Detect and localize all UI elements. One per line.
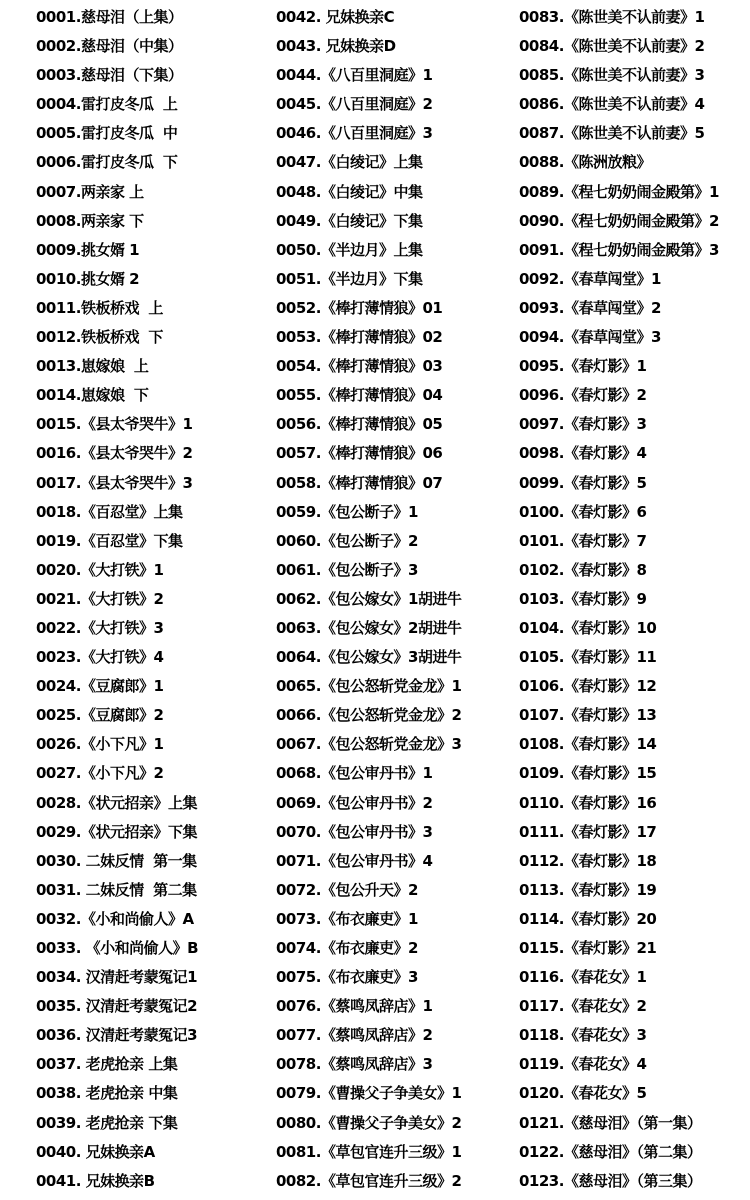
list-item: 0036. 汉清赶考蒙冤记3: [36, 1026, 198, 1045]
list-item: 0060.《包公断子》2: [276, 531, 418, 550]
list-item: 0028.《状元招亲》上集: [36, 793, 197, 812]
list-item: 0104.《春灯影》10: [519, 618, 657, 637]
list-item: 0058.《棒打薄情狼》07: [276, 473, 443, 492]
list-item: 0085.《陈世美不认前妻》3: [519, 66, 705, 85]
list-item: 0020.《大打铁》1: [36, 560, 164, 579]
list-item: 0113.《春灯影》19: [519, 880, 657, 899]
list-item: 0011.铁板桥戏 上: [36, 298, 163, 317]
list-item: 0105.《春灯影》11: [519, 648, 657, 667]
list-item: 0025.《豆腐郎》2: [36, 706, 164, 725]
list-item: 0088.《陈洲放粮》: [519, 153, 651, 172]
list-item: 0120.《春花女》5: [519, 1084, 647, 1103]
list-item: 0002.慈母泪（中集）: [36, 37, 183, 56]
list-item: 0077.《蔡鸣凤辞店》2: [276, 1026, 433, 1045]
list-item: 0112.《春灯影》18: [519, 851, 657, 870]
list-item: 0022.《大打铁》3: [36, 618, 164, 637]
list-item: 0032.《小和尚偷人》A: [36, 909, 194, 928]
list-item: 0099.《春灯影》5: [519, 473, 647, 492]
list-item: 0047.《白绫记》上集: [276, 153, 423, 172]
list-item: 0069.《包公审丹书》2: [276, 793, 433, 812]
list-item: 0034. 汉清赶考蒙冤记1: [36, 968, 198, 987]
list-item: 0045.《八百里洞庭》2: [276, 95, 433, 114]
list-item: 0030. 二妹反情 第一集: [36, 851, 197, 870]
list-item: 0080.《曹操父子争美女》2: [276, 1113, 462, 1132]
list-item: 0123.《慈母泪》（第三集）: [519, 1171, 702, 1190]
episode-column-3: [519, 3, 750, 1196]
list-item: 0056.《棒打薄情狼》05: [276, 415, 443, 434]
list-item: 0051.《半边月》下集: [276, 269, 423, 288]
list-item: 0006.雷打皮冬瓜 下: [36, 153, 178, 172]
list-item: 0042. 兄妹换亲C: [276, 8, 395, 26]
list-item: 0100.《春灯影》6: [519, 502, 647, 521]
list-item: 0114.《春灯影》20: [519, 909, 657, 928]
list-item: 0009.挑女婿 1: [36, 240, 140, 259]
list-item: 0068.《包公审丹书》1: [276, 764, 433, 783]
list-item: 0098.《春灯影》4: [519, 444, 647, 463]
list-item: 0053.《棒打薄情狼》02: [276, 328, 443, 347]
episode-column-2: [276, 3, 516, 1196]
list-item: 0081.《草包官连升三级》1: [276, 1142, 462, 1161]
list-item: 0072.《包公升天》2: [276, 880, 418, 899]
list-item: 0096.《春灯影》2: [519, 386, 647, 405]
list-item: 0063.《包公嫁女》2胡进牛: [276, 618, 462, 637]
list-item: 0109.《春灯影》15: [519, 764, 657, 783]
list-item: 0110.《春灯影》16: [519, 793, 657, 812]
list-item: 0013.崽嫁娘 上: [36, 357, 149, 376]
list-item: 0049.《白绫记》下集: [276, 211, 423, 230]
list-item: 0021.《大打铁》2: [36, 589, 164, 608]
list-item: 0061.《包公断子》3: [276, 560, 418, 579]
list-item: 0121.《慈母泪》（第一集）: [519, 1113, 702, 1132]
list-item: 0117.《春花女》2: [519, 997, 647, 1016]
list-item: 0091.《程七奶奶闹金殿第》3: [519, 240, 719, 259]
list-item: 0090.《程七奶奶闹金殿第》2: [519, 211, 719, 230]
list-item: 0008.两亲家 下: [36, 211, 144, 230]
list-item: 0065.《包公怒斩党金龙》1: [276, 677, 462, 696]
list-item: 0106.《春灯影》12: [519, 677, 657, 696]
list-item: 0089.《程七奶奶闹金殿第》1: [519, 182, 719, 201]
list-item: 0059.《包公断子》1: [276, 502, 418, 521]
episode-column-1: [36, 3, 272, 1196]
list-item: 0070.《包公审丹书》3: [276, 822, 433, 841]
list-item: 0014.崽嫁娘 下: [36, 386, 149, 405]
list-item: 0052.《棒打薄情狼》01: [276, 298, 443, 317]
list-item: 0103.《春灯影》9: [519, 589, 647, 608]
list-item: 0037. 老虎抢亲 上集: [36, 1055, 178, 1074]
list-item: 0016.《县太爷哭牛》2: [36, 444, 193, 463]
list-item: 0086.《陈世美不认前妻》4: [519, 95, 705, 114]
list-item: 0035. 汉清赶考蒙冤记2: [36, 997, 198, 1016]
list-item: 0062.《包公嫁女》1胡进牛: [276, 589, 462, 608]
list-item: 0029.《状元招亲》下集: [36, 822, 197, 841]
list-item: 0010.挑女婿 2: [36, 269, 140, 288]
list-item: 0111.《春灯影》17: [519, 822, 657, 841]
list-item: 0101.《春灯影》7: [519, 531, 647, 550]
list-item: 0084.《陈世美不认前妻》2: [519, 37, 705, 56]
list-item: 0012.铁板桥戏 下: [36, 328, 163, 347]
list-item: 0054.《棒打薄情狼》03: [276, 357, 443, 376]
list-item: 0083.《陈世美不认前妻》1: [519, 8, 705, 26]
list-item: 0019.《百忍堂》下集: [36, 531, 183, 550]
list-item: 0015.《县太爷哭牛》1: [36, 415, 193, 434]
list-item: 0095.《春灯影》1: [519, 357, 647, 376]
list-item: 0001.慈母泪（上集）: [36, 8, 183, 26]
list-item: 0031. 二妹反情 第二集: [36, 880, 197, 899]
list-item: 0003.慈母泪（下集）: [36, 66, 183, 85]
list-item: 0075.《布衣廉吏》3: [276, 968, 418, 987]
list-item: 0094.《春草闯堂》3: [519, 328, 661, 347]
list-item: 0115.《春灯影》21: [519, 939, 657, 957]
list-item: 0108.《春灯影》14: [519, 735, 657, 754]
list-item: 0078.《蔡鸣凤辞店》3: [276, 1055, 433, 1074]
list-item: 0023.《大打铁》4: [36, 648, 164, 667]
list-item: 0087.《陈世美不认前妻》5: [519, 124, 705, 143]
list-item: 0004.雷打皮冬瓜 上: [36, 95, 178, 114]
list-item: 0044.《八百里洞庭》1: [276, 66, 433, 85]
list-item: 0122.《慈母泪》（第二集）: [519, 1142, 702, 1161]
list-item: 0041. 兄妹换亲B: [36, 1171, 155, 1190]
list-item: 0033. 《小和尚偷人》B: [36, 939, 199, 957]
list-item: 0043. 兄妹换亲D: [276, 37, 396, 56]
list-item: 0048.《白绫记》中集: [276, 182, 423, 201]
list-item: 0074.《布衣廉吏》2: [276, 939, 418, 957]
list-item: 0119.《春花女》4: [519, 1055, 647, 1074]
list-item: 0076.《蔡鸣凤辞店》1: [276, 997, 433, 1016]
list-item: 0040. 兄妹换亲A: [36, 1142, 155, 1161]
list-item: 0027.《小下凡》2: [36, 764, 164, 783]
list-item: 0107.《春灯影》13: [519, 706, 657, 725]
list-item: 0079.《曹操父子争美女》1: [276, 1084, 462, 1103]
list-item: 0097.《春灯影》3: [519, 415, 647, 434]
list-item: 0102.《春灯影》8: [519, 560, 647, 579]
list-item: 0118.《春花女》3: [519, 1026, 647, 1045]
list-item: 0082.《草包官连升三级》2: [276, 1171, 462, 1190]
list-item: 0026.《小下凡》1: [36, 735, 164, 754]
list-item: 0066.《包公怒斩党金龙》2: [276, 706, 462, 725]
list-item: 0057.《棒打薄情狼》06: [276, 444, 443, 463]
list-item: 0005.雷打皮冬瓜 中: [36, 124, 178, 143]
list-item: 0116.《春花女》1: [519, 968, 647, 987]
list-item: 0092.《春草闯堂》1: [519, 269, 661, 288]
list-item: 0024.《豆腐郎》1: [36, 677, 164, 696]
list-item: 0073.《布衣廉吏》1: [276, 909, 418, 928]
list-item: 0055.《棒打薄情狼》04: [276, 386, 443, 405]
list-item: 0093.《春草闯堂》2: [519, 298, 661, 317]
list-item: 0018.《百忍堂》上集: [36, 502, 183, 521]
list-item: 0064.《包公嫁女》3胡进牛: [276, 648, 462, 667]
list-item: 0067.《包公怒斩党金龙》3: [276, 735, 462, 754]
list-item: 0038. 老虎抢亲 中集: [36, 1084, 178, 1103]
list-item: 0071.《包公审丹书》4: [276, 851, 433, 870]
list-item: 0007.两亲家 上: [36, 182, 144, 201]
list-item: 0039. 老虎抢亲 下集: [36, 1113, 178, 1132]
list-item: 0017.《县太爷哭牛》3: [36, 473, 193, 492]
list-item: 0050.《半边月》上集: [276, 240, 423, 259]
list-item: 0046.《八百里洞庭》3: [276, 124, 433, 143]
